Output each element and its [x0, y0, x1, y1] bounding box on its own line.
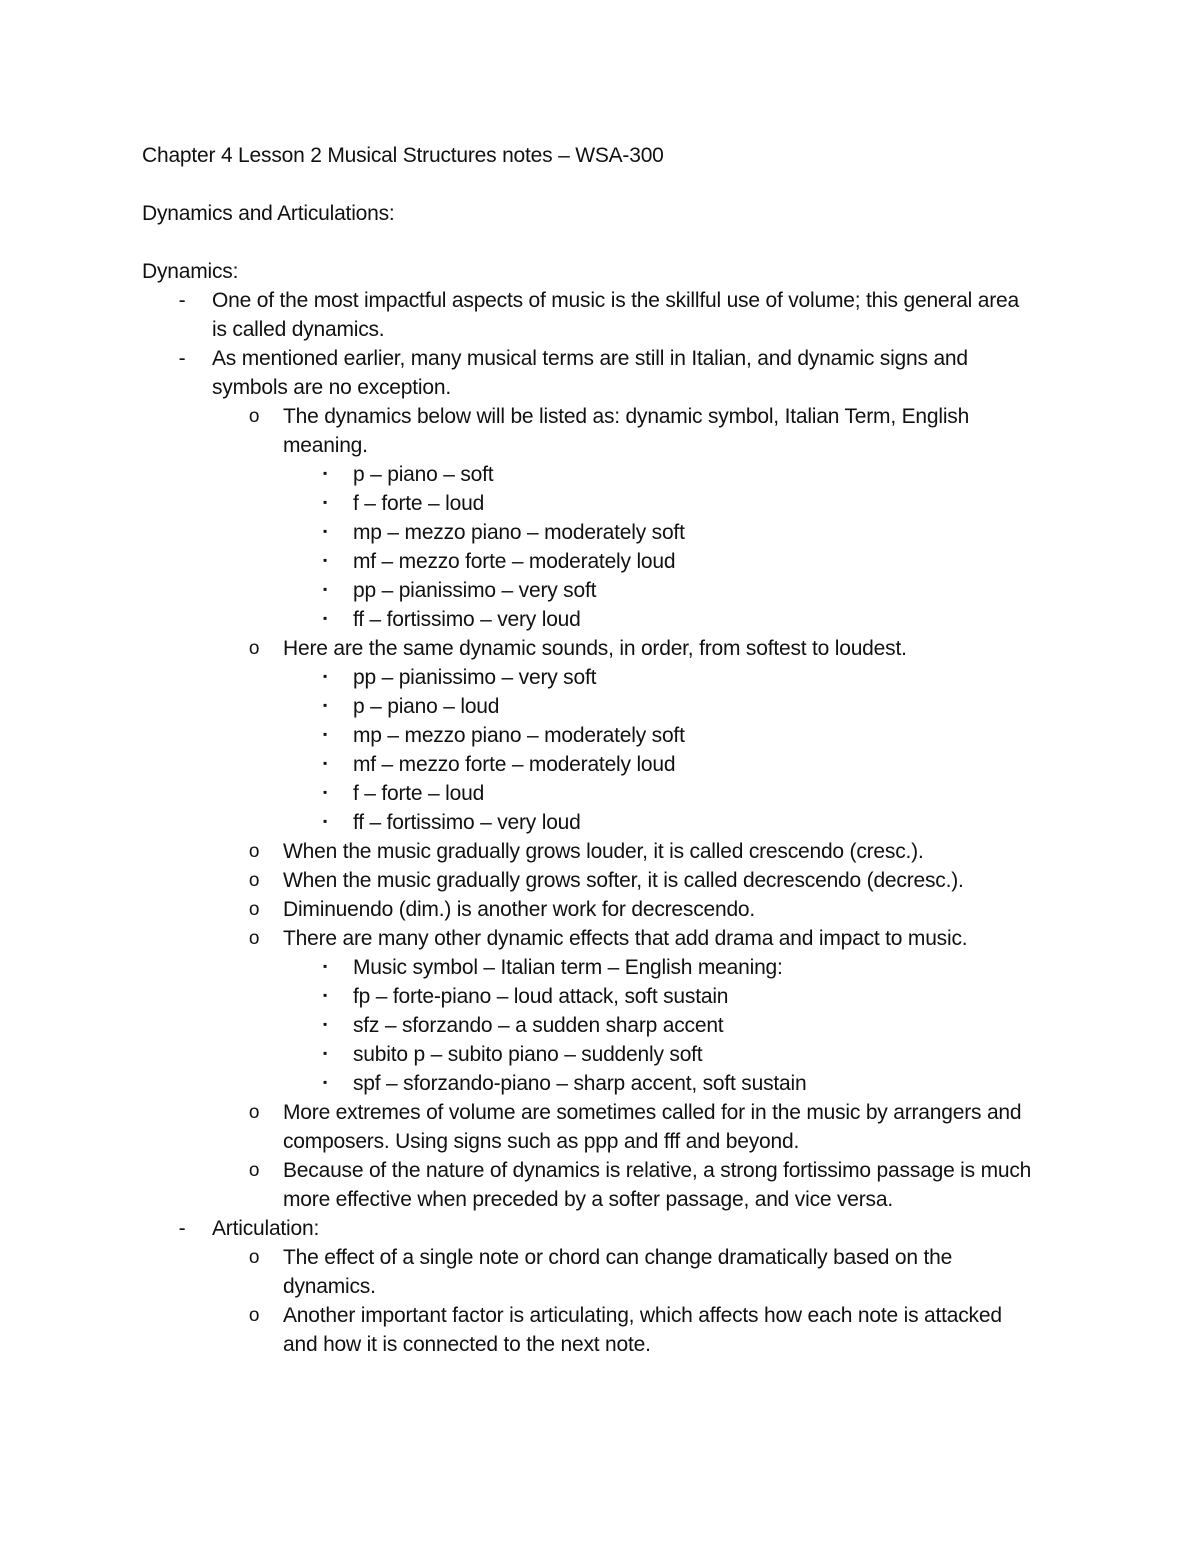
- list-item: [142, 489, 1072, 518]
- list-item-text: subito p – subito piano – suddenly soft: [353, 1043, 703, 1066]
- square-bullet-icon: ▪: [322, 611, 328, 625]
- list-item-text: The effect of a single note or chord can change dramatically based on the: [283, 1246, 953, 1269]
- list-item-text: As mentioned earlier, many musical terms are still in Italian, and dynamic signs and: [212, 347, 968, 370]
- list-item: [142, 779, 1072, 808]
- list-item-text: sfz – sforzando – a sudden sharp accent: [353, 1014, 724, 1037]
- list-item-text: ff – fortissimo – very loud: [353, 608, 581, 631]
- list-item-text: p – piano – soft: [353, 463, 494, 486]
- list-item-text: f – forte – loud: [353, 782, 485, 805]
- document-body: [142, 141, 1072, 1359]
- circle-bullet-icon: o: [248, 406, 260, 427]
- list-item: [142, 1214, 1072, 1243]
- list-item: [142, 344, 1072, 402]
- list-item: [142, 634, 1072, 663]
- square-bullet-icon: ▪: [322, 1017, 328, 1031]
- dash-bullet-icon: -: [178, 289, 186, 312]
- list-item: [142, 1243, 1072, 1301]
- dash-bullet-icon: -: [178, 1217, 186, 1240]
- list-item: [142, 547, 1072, 576]
- circle-bullet-icon: o: [248, 638, 260, 659]
- subheading-dynamics: Dynamics:: [142, 260, 239, 283]
- square-bullet-icon: ▪: [322, 582, 328, 596]
- square-bullet-icon: ▪: [322, 1046, 328, 1060]
- list-item: [142, 895, 1072, 924]
- list-item: [142, 1069, 1072, 1098]
- list-item: [142, 460, 1072, 489]
- circle-bullet-icon: o: [248, 1247, 260, 1268]
- list-item-text: fp – forte-piano – loud attack, soft sustain: [353, 985, 729, 1008]
- spacer: [142, 228, 1072, 257]
- list-item: [142, 924, 1072, 953]
- list-item: [142, 663, 1072, 692]
- list-item-text: mf – mezzo forte – moderately loud: [353, 753, 676, 776]
- square-bullet-icon: ▪: [322, 756, 328, 770]
- list-item-text: More extremes of volume are sometimes called for in the music by arrangers and: [283, 1101, 1022, 1124]
- list-item: [142, 286, 1072, 344]
- circle-bullet-icon: o: [248, 1160, 260, 1181]
- list-item-text: meaning.: [283, 434, 368, 457]
- list-item-text: more effective when preceded by a softer passage, and vice versa.: [283, 1188, 893, 1211]
- dash-bullet-icon: -: [178, 347, 186, 370]
- square-bullet-icon: ▪: [322, 466, 328, 480]
- list-item-text: mp – mezzo piano – moderately soft: [353, 724, 685, 747]
- list-item: [142, 605, 1072, 634]
- list-item: [142, 953, 1072, 982]
- square-bullet-icon: ▪: [322, 698, 328, 712]
- square-bullet-icon: ▪: [322, 959, 328, 973]
- circle-bullet-icon: o: [248, 841, 260, 862]
- list-item-text: Here are the same dynamic sounds, in order, from softest to loudest.: [283, 637, 907, 660]
- list-item-text: and how it is connected to the next note.: [283, 1333, 651, 1356]
- list-item-text: When the music gradually grows softer, it is called decrescendo (decresc.).: [283, 869, 964, 892]
- list-item-text: Articulation:: [212, 1217, 320, 1240]
- list-item-text: The dynamics below will be listed as: dynamic symbol, Italian Term, English: [283, 405, 970, 428]
- square-bullet-icon: ▪: [322, 553, 328, 567]
- spacer: [142, 170, 1072, 199]
- list-item: [142, 518, 1072, 547]
- square-bullet-icon: ▪: [322, 524, 328, 538]
- square-bullet-icon: ▪: [322, 495, 328, 509]
- square-bullet-icon: ▪: [322, 785, 328, 799]
- circle-bullet-icon: o: [248, 928, 260, 949]
- list-item-text: One of the most impactful aspects of music is the skillful use of volume; this general area: [212, 289, 1020, 312]
- list-item: [142, 1156, 1072, 1214]
- document-title: Chapter 4 Lesson 2 Musical Structures notes – WSA-300: [142, 144, 664, 167]
- list-item: [142, 721, 1072, 750]
- list-item: [142, 402, 1072, 460]
- list-item-text: composers. Using signs such as ppp and fff and beyond.: [283, 1130, 800, 1153]
- list-item-text: dynamics.: [283, 1275, 376, 1298]
- list-item: [142, 1040, 1072, 1069]
- list-item: [142, 808, 1072, 837]
- list-item-text: pp – pianissimo – very soft: [353, 666, 597, 689]
- square-bullet-icon: ▪: [322, 1075, 328, 1089]
- list-item-text: mf – mezzo forte – moderately loud: [353, 550, 676, 573]
- circle-bullet-icon: o: [248, 899, 260, 920]
- list-item-text: Because of the nature of dynamics is relative, a strong fortissimo passage is much: [283, 1159, 1032, 1182]
- list-item-text: mp – mezzo piano – moderately soft: [353, 521, 685, 544]
- list-item-text: p – piano – loud: [353, 695, 500, 718]
- list-item: [142, 1011, 1072, 1040]
- list-item-text: is called dynamics.: [212, 318, 385, 341]
- list-item: [142, 692, 1072, 721]
- list-item-text: spf – sforzando-piano – sharp accent, soft sustain: [353, 1072, 807, 1095]
- list-item-text: There are many other dynamic effects that add drama and impact to music.: [283, 927, 968, 950]
- square-bullet-icon: ▪: [322, 727, 328, 741]
- square-bullet-icon: ▪: [322, 814, 328, 828]
- list-item-text: ff – fortissimo – very loud: [353, 811, 581, 834]
- section-heading: Dynamics and Articulations:: [142, 202, 395, 225]
- list-item: [142, 837, 1072, 866]
- square-bullet-icon: ▪: [322, 988, 328, 1002]
- circle-bullet-icon: o: [248, 1305, 260, 1326]
- list-item-text: Another important factor is articulating, which affects how each note is attacked: [283, 1304, 1002, 1327]
- square-bullet-icon: ▪: [322, 669, 328, 683]
- list-item-text: f – forte – loud: [353, 492, 485, 515]
- list-item: [142, 750, 1072, 779]
- list-item-text: pp – pianissimo – very soft: [353, 579, 597, 602]
- list-item: [142, 866, 1072, 895]
- list-item-text: Music symbol – Italian term – English meaning:: [353, 956, 783, 979]
- list-item: [142, 1098, 1072, 1156]
- list-item: [142, 576, 1072, 605]
- list-item: [142, 982, 1072, 1011]
- list-item: [142, 1301, 1072, 1359]
- list-item-text: symbols are no exception.: [212, 376, 451, 399]
- list-item-text: When the music gradually grows louder, it is called crescendo (cresc.).: [283, 840, 924, 863]
- list-item-text: Diminuendo (dim.) is another work for decrescendo.: [283, 898, 756, 921]
- circle-bullet-icon: o: [248, 870, 260, 891]
- circle-bullet-icon: o: [248, 1102, 260, 1123]
